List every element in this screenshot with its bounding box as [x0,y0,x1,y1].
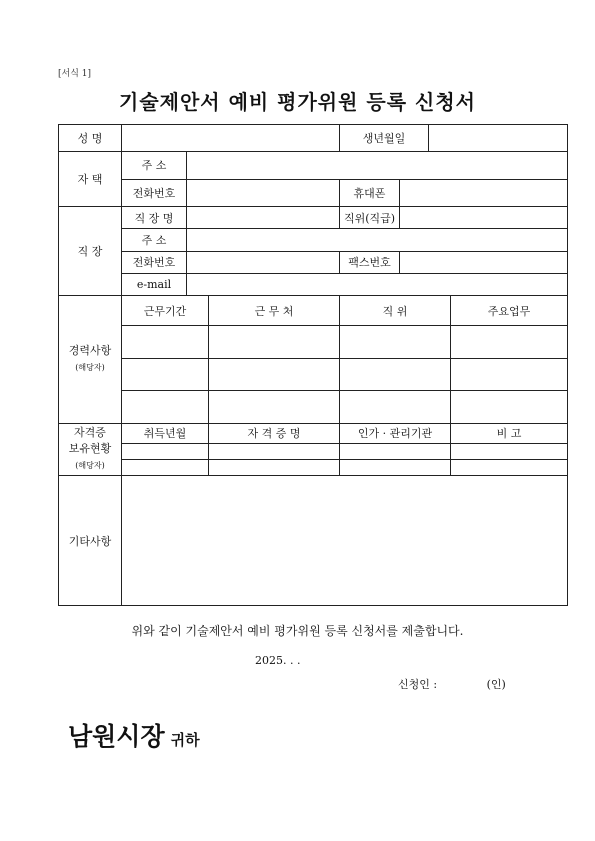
cert-cell[interactable] [122,460,209,476]
email-label: e-mail [122,273,187,295]
cert-header-name: 자 격 증 명 [209,423,340,443]
birthdate-label: 생년월일 [340,125,429,152]
workplace-label: 직 장 명 [122,206,187,228]
email-field[interactable] [187,273,568,295]
work-phone-field[interactable] [187,251,340,273]
cert-note: (해당자) [75,460,105,470]
cert-title-line1: 자격증 [74,425,106,439]
seal-mark: (인) [486,678,506,691]
career-cell[interactable] [451,326,568,358]
career-cell[interactable] [122,326,209,358]
addressee-name: 남원시장 [68,722,165,751]
cert-cell[interactable] [340,443,451,459]
career-cell[interactable] [451,358,568,390]
cert-header-remarks: 비 고 [451,423,568,443]
work-section-label: 직 장 [59,206,122,295]
career-cell[interactable] [209,391,340,423]
cert-cell[interactable] [451,443,568,459]
career-cell[interactable] [340,391,451,423]
career-section-label [59,296,122,424]
position-grade-label: 직위(직급) [340,206,400,228]
mobile-field[interactable] [400,179,568,206]
form-number: [서식 1] [58,69,91,79]
other-field[interactable] [122,476,568,606]
work-address-label: 주 소 [122,229,187,251]
addressee [68,717,200,753]
career-title: 경력사항 [68,343,112,357]
career-header-duties: 주요업무 [451,296,568,326]
career-cell[interactable] [340,358,451,390]
addressee-suffix: 귀하 [170,731,200,749]
career-header-workplace: 근 무 처 [209,296,340,326]
cert-header-acquired: 취득년월 [122,423,209,443]
submission-date: 2025. . . [255,654,301,667]
cert-cell[interactable] [209,460,340,476]
fax-field[interactable] [400,251,568,273]
applicant-label: 신청인 : [398,678,438,691]
other-section-label: 기타사항 [59,476,122,606]
fax-label: 팩스번호 [340,251,400,273]
cert-header-authority: 인가 · 관리기관 [340,423,451,443]
mobile-label: 휴대폰 [340,179,400,206]
home-address-label: 주 소 [122,152,187,179]
career-cell[interactable] [209,326,340,358]
submission-statement: 위와 같이 기술제안서 예비 평가위원 등록 신청서를 제출합니다. [131,624,464,638]
birthdate-field[interactable] [429,125,568,152]
career-cell[interactable] [451,391,568,423]
workplace-field[interactable] [187,206,340,228]
home-phone-field[interactable] [187,179,340,206]
name-field[interactable] [122,125,340,152]
career-cell[interactable] [122,358,209,390]
cert-section-label [59,423,122,476]
cert-cell[interactable] [340,460,451,476]
application-form-table [58,124,568,606]
home-phone-label: 전화번호 [122,179,187,206]
career-cell[interactable] [340,326,451,358]
work-phone-label: 전화번호 [122,251,187,273]
name-label: 성 명 [59,125,122,152]
career-cell[interactable] [122,391,209,423]
cert-cell[interactable] [451,460,568,476]
career-note: (해당자) [75,362,105,372]
home-section-label: 자 택 [59,152,122,207]
document-title: 기술제안서 예비 평가위원 등록 신청서 [119,90,476,114]
career-header-position: 직 위 [340,296,451,326]
cert-title-line2: 보유현황 [68,441,112,455]
home-address-field[interactable] [187,152,568,179]
career-header-period: 근무기간 [122,296,209,326]
position-grade-field[interactable] [400,206,568,228]
work-address-field[interactable] [187,229,568,251]
applicant-signature-line [398,676,506,692]
career-cell[interactable] [209,358,340,390]
cert-cell[interactable] [122,443,209,459]
cert-cell[interactable] [209,443,340,459]
